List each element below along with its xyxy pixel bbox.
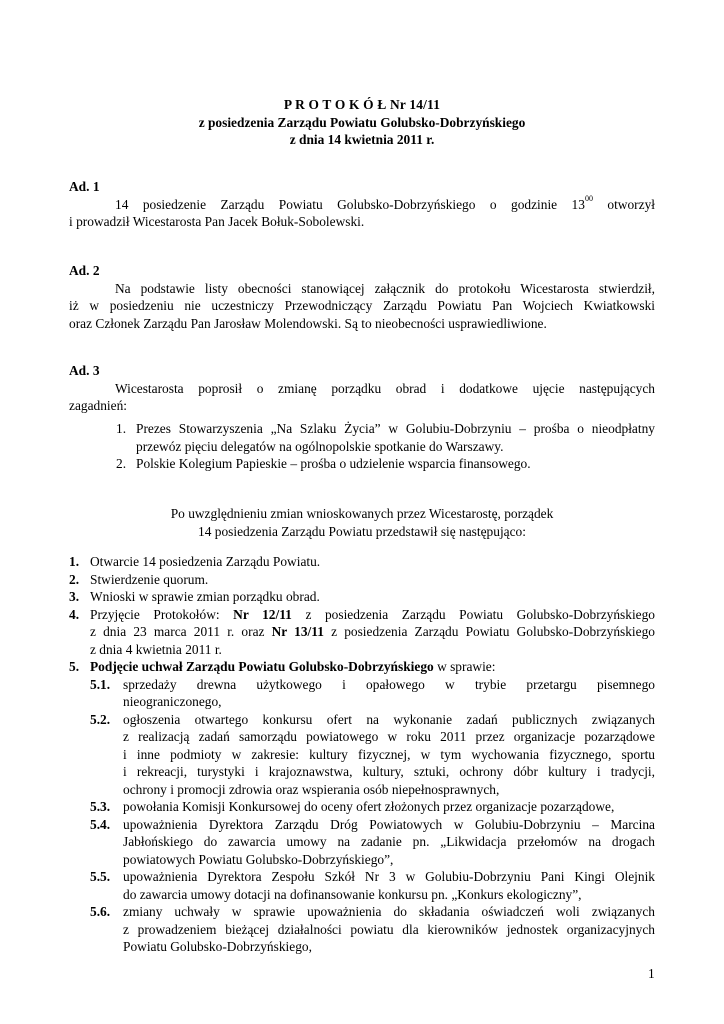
list-item-line: przewóz pięciu delegatów na ogólnopolskie spotkanie do Warszawy. [136, 438, 504, 454]
document-date: z dnia 14 kwietnia 2011 r. [289, 132, 435, 147]
subitem-line: i rekreacji, turystyki i krajoznawstwa, kultury, sztuki, ochrony dóbr kultury i tradycji, [123, 764, 655, 779]
list-item-number: 1. [116, 421, 127, 436]
agenda-item-line [90, 623, 655, 641]
subitem-number: 5.6. [90, 904, 111, 919]
intro-line: 14 posiedzenia Zarządu Powiatu przedstawił się następująco: [198, 523, 526, 539]
subitem-line: zmiany uchwały w sprawie upoważnienia do składania oświadczeń woli związanych [123, 904, 655, 919]
text-fragment: w sprawie: [433, 659, 496, 674]
section-paragraph [69, 196, 655, 231]
added-items-list [116, 420, 655, 473]
agenda-subitem [90, 903, 655, 956]
agenda-item-line [90, 606, 655, 624]
text-fragment: otworzył [592, 196, 655, 212]
paragraph-line [69, 196, 655, 214]
subitem-number: 5.3. [90, 799, 111, 814]
subitem-number: 5.1. [90, 676, 111, 692]
section-label: Ad. 1 [69, 179, 100, 194]
paragraph-line: iż w posiedzeniu nie uczestniczy Przewodniczący Zarządu Powiatu Pan Wojciech Kwiatkowski [69, 298, 655, 313]
agenda-list [69, 553, 655, 956]
list-item-number: 2. [116, 456, 127, 471]
list-item [116, 455, 655, 473]
agenda-item-line [90, 658, 655, 676]
agenda-subitem [90, 868, 655, 903]
subitem-line: ochrony i promocji zdrowia oraz wspierania osób niepełnosprawnych, [123, 781, 500, 797]
agenda-item-text: Wnioski w sprawie zmian porządku obrad. [90, 589, 320, 604]
subitem-line: ogłoszenia otwartego konkursu ofert na wykonanie zadań publicznych związanych [123, 711, 655, 727]
paragraph-line: zagadnień: [69, 398, 127, 413]
intro-line: Po uwzględnieniu zmian wnioskowanych przez Wicestarostę, porządek [170, 506, 554, 521]
section-ad-2 [69, 262, 655, 332]
agenda-item-number: 5. [69, 659, 80, 674]
subitem-line: Powiatu Golubsko-Dobrzyńskiego, [123, 939, 312, 954]
agenda-item-text: Stwierdzenie quorum. [90, 571, 209, 587]
text-fragment: z dnia 23 marca 2011 r. oraz [90, 624, 272, 639]
agenda-item [69, 588, 655, 606]
section-paragraph [69, 380, 655, 415]
agenda-item [69, 553, 655, 571]
subitem-line: z prowadzeniem bieżącej działalności powiatu dla kierowników jednostek organizacyjnych [123, 921, 655, 937]
subitem-line: sprzedaży drewna użytkowego i opałowego w trybie przetargu pisemnego [123, 676, 655, 692]
section-paragraph [69, 280, 655, 333]
subitem-number: 5.4. [90, 816, 111, 832]
document-header [0, 96, 724, 149]
list-item-line: Prezes Stowarzyszenia „Na Szlaku Życia” w Golubiu-Dobrzyniu – prośba o nieodpłatny [136, 421, 655, 436]
paragraph-line: i prowadził Wicestarosta Pan Jacek Bołuk-Sobolewski. [69, 214, 365, 229]
protocol-number: Nr 12/11 [233, 606, 292, 622]
agenda-subitem [90, 816, 655, 869]
agenda-item-number: 3. [69, 589, 80, 604]
agenda-item [69, 658, 655, 956]
paragraph-line: Na podstawie listy obecności stanowiącej załącznik do protokołu Wicestarosta stwierdził, [115, 280, 655, 296]
agenda-item [69, 571, 655, 589]
subitem-line: i inne podmioty w zakresie: kultury fizycznej, w tym wychowania fizycznego, sportu [123, 746, 655, 762]
agenda-item [69, 606, 655, 659]
subitem-line: do zawarcia umowy dotacji na dofinansowanie konkursu pn. „Konkurs ekologiczny”, [123, 886, 582, 902]
subitem-line: z realizacją zadań samorządu powiatowego w roku 2011 przez organizacje pozarządowe [123, 729, 655, 744]
section-label: Ad. 3 [69, 363, 100, 378]
subitem-line: powiatowych Powiatu Golubsko-Dobrzyńskiego”, [123, 851, 394, 867]
agenda-subitem [90, 798, 655, 816]
subitem-line: Jabłońskiego do zawarcia umowy na zadanie pn. „Likwidacja przełomów na drogach [123, 834, 655, 849]
subitem-number: 5.2. [90, 711, 111, 727]
section-ad-3 [69, 362, 655, 415]
agenda-subitem [90, 711, 655, 799]
bold-text: Podjęcie uchwał Zarządu Powiatu Golubsko-Dobrzyńskiego [90, 659, 434, 674]
agenda-subitem [90, 676, 655, 711]
agenda-item-number: 2. [69, 571, 80, 587]
paragraph-line: oraz Członek Zarządu Pan Jarosław Molendowski. Są to nieobecności usprawiedliwione. [69, 315, 547, 331]
subitem-line: powołania Komisji Konkursowej do oceny ofert złożonych przez organizacje pozarządowe, [123, 799, 615, 814]
agenda-item-text: Otwarcie 14 posiedzenia Zarządu Powiatu. [90, 554, 321, 569]
text-fragment: Przyjęcie Protokołów: [90, 606, 234, 622]
subitem-line: upoważnienia Dyrektora Zespołu Szkół Nr 3 w Golubiu-Dobrzyniu Pani Kingi Olejnik [123, 869, 655, 884]
subitem-number: 5.5. [90, 869, 111, 884]
subitem-line: upoważnienia Dyrektora Zarządu Dróg Powiatowych w Golubiu-Dobrzyniu – Marcina [123, 816, 655, 832]
page-subtitle: z posiedzenia Zarządu Powiatu Golubsko-Dobrzyńskiego [198, 114, 526, 130]
list-item [116, 420, 655, 455]
section-label: Ad. 2 [69, 263, 100, 278]
paragraph-line: Wicestarosta poprosił o zmianę porządku obrad i dodatkowe ujęcie następujących [115, 380, 655, 396]
list-item-line: Polskie Kolegium Papieskie – prośba o udzielenie wsparcia finansowego. [136, 456, 531, 471]
subitem-line: nieograniczonego, [123, 694, 222, 709]
agenda-intro [0, 505, 724, 540]
agenda-item-number: 4. [69, 606, 80, 622]
superscript: 00 [584, 194, 593, 204]
page-number: 1 [648, 966, 655, 981]
text-fragment: z posiedzenia Zarządu Powiatu Golubsko-Dobrzyńskiego [323, 624, 655, 639]
page-title: P R O T O K Ó Ł Nr 14/11 [283, 97, 441, 112]
protocol-number: Nr 13/11 [271, 624, 324, 639]
text-fragment: 14 posiedzenie Zarządu Powiatu Golubsko-Dobrzyńskiego o godzinie 13 [115, 196, 585, 212]
text-fragment: z posiedzenia Zarządu Powiatu Golubsko-Dobrzyńskiego [291, 606, 655, 622]
agenda-item-number: 1. [69, 554, 80, 569]
agenda-item-line: z dnia 4 kwietnia 2011 r. [90, 641, 222, 657]
section-ad-1 [69, 178, 655, 231]
